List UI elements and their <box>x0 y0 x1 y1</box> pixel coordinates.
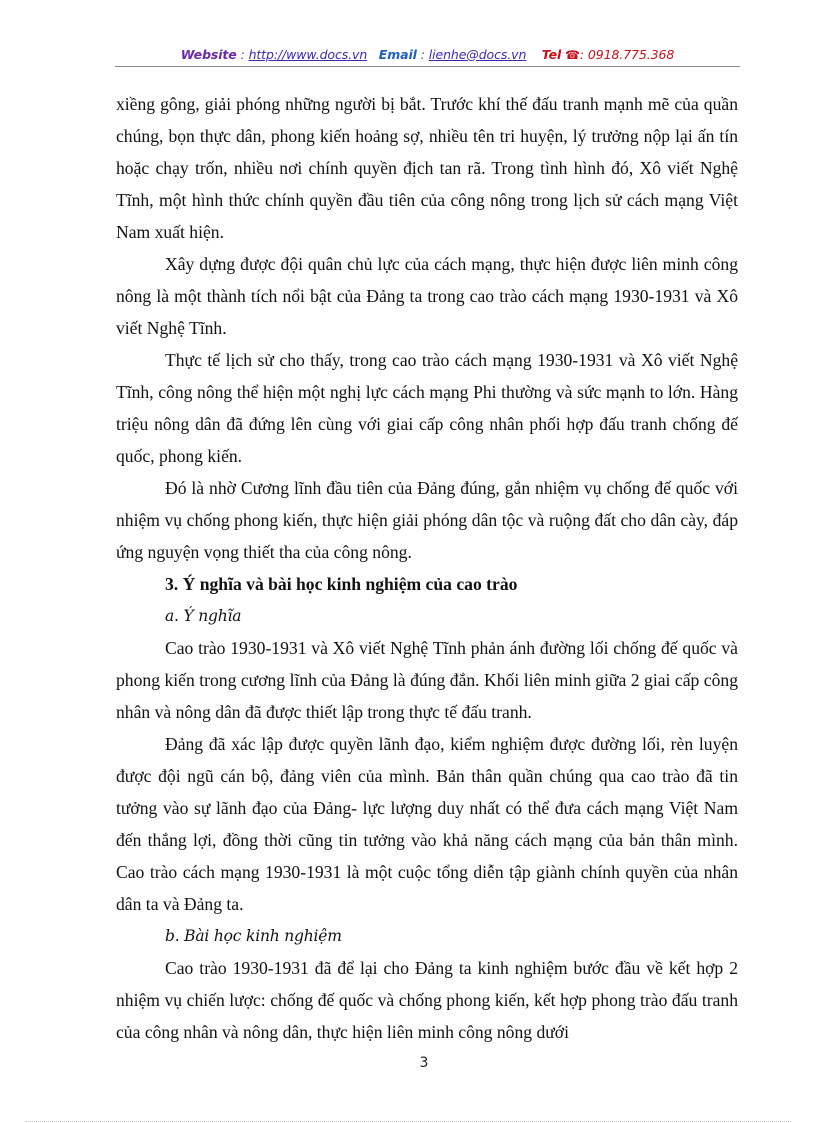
paragraph: Cao trào 1930-1931 đã để lại cho Đảng ta kinh nghiệm bước đầu về kết hợp 2 nhiệm vụ chiến lược: chống đế quốc và chống phong kiến, kết hợp phong trào đấu tranh của công nhân và nông dân, thực hiện liên minh công nông dưới <box>116 958 738 1042</box>
paragraph: Đảng đã xác lập được quyền lãnh đạo, kiểm nghiệm được đường lối, rèn luyện được đội ngũ cán bộ, đảng viên của mình. Bản thân quần chúng qua cao trào đã tin tưởng vào sự lãnh đạo của Đảng- lực lượng duy nhất có thể đưa cách mạng Việt Nam đến thắng lợi, đồng thời cũng tin tưởng vào khả năng cách mạng của bản thân mình. Cao trào cách mạng 1930-1931 là một cuộc tổng diễn tập giành chính quyền của nhân dân ta và Đảng ta. <box>116 734 738 914</box>
phone-separator: : <box>579 47 588 62</box>
website-separator: : <box>236 47 249 62</box>
email-link[interactable]: lienhe@docs.vn <box>428 47 527 62</box>
page-number: 3 <box>419 1055 429 1071</box>
phone-number: 0918.775.368 <box>587 47 675 62</box>
header-divider <box>115 66 740 67</box>
paragraph: Đó là nhờ Cương lĩnh đầu tiên của Đảng đúng, gắn nhiệm vụ chống đế quốc với nhiệm vụ chống phong kiến, thực hiện giải phóng dân tộc và ruộng đất cho dân cày, đáp ứng nguyện vọng thiết tha của công nông. <box>116 478 738 562</box>
subsection-a-title: a. Ý nghĩa <box>165 607 242 625</box>
phone-icon: ☎ <box>565 48 580 62</box>
page-bottom-border <box>25 1121 791 1122</box>
subsection-b-title: b. Bài học kinh nghiệm <box>165 927 342 945</box>
paragraph: Thực tế lịch sử cho thấy, trong cao trào cách mạng 1930-1931 và Xô viết Nghệ Tĩnh, công nông thể hiện một nghị lực cách mạng Phi thường và sức mạnh to lớn. Hàng triệu nông dân đã đứng lên cùng với giai cấp công nhân phối hợp đấu tranh chống đế quốc, phong kiến. <box>116 350 738 466</box>
page-header <box>115 47 740 66</box>
email-label: Email <box>378 47 417 62</box>
paragraph-continued: xiềng gông, giải phóng những người bị bắt. Trước khí thế đấu tranh mạnh mẽ của quần chúng, bọn thực dân, phong kiến hoảng sợ, nhiều tên tri huyện, lý trưởng nộp lại ấn tín hoặc chạy trốn, nhiều nơi chính quyền địch tan rã. Trong tình hình đó, Xô viết Nghệ Tĩnh, một hình thức chính quyền đầu tiên của công nông trong lịch sử cách mạng Việt Nam xuất hiện. <box>116 94 738 242</box>
tel-label: Tel <box>541 47 562 62</box>
email-separator: : <box>416 47 429 62</box>
paragraph: Xây dựng được đội quân chủ lực của cách mạng, thực hiện được liên minh công nông là một thành tích nổi bật của Đảng ta trong cao trào cách mạng 1930-1931 và Xô viết Nghệ Tĩnh. <box>116 254 738 338</box>
paragraph: Cao trào 1930-1931 và Xô viết Nghệ Tĩnh phản ánh đường lối chống đế quốc và phong kiến trong cương lĩnh của Đảng là đúng đắn. Khối liên minh giữa 2 giai cấp công nhân và nông dân đã được thiết lập trong thực tế đấu tranh. <box>116 638 738 722</box>
section-heading: 3. Ý nghĩa và bài học kinh nghiệm của cao trào <box>165 574 518 594</box>
document-body <box>116 88 738 1048</box>
website-link[interactable]: http://www.docs.vn <box>248 47 368 62</box>
website-label: Website <box>180 47 237 62</box>
